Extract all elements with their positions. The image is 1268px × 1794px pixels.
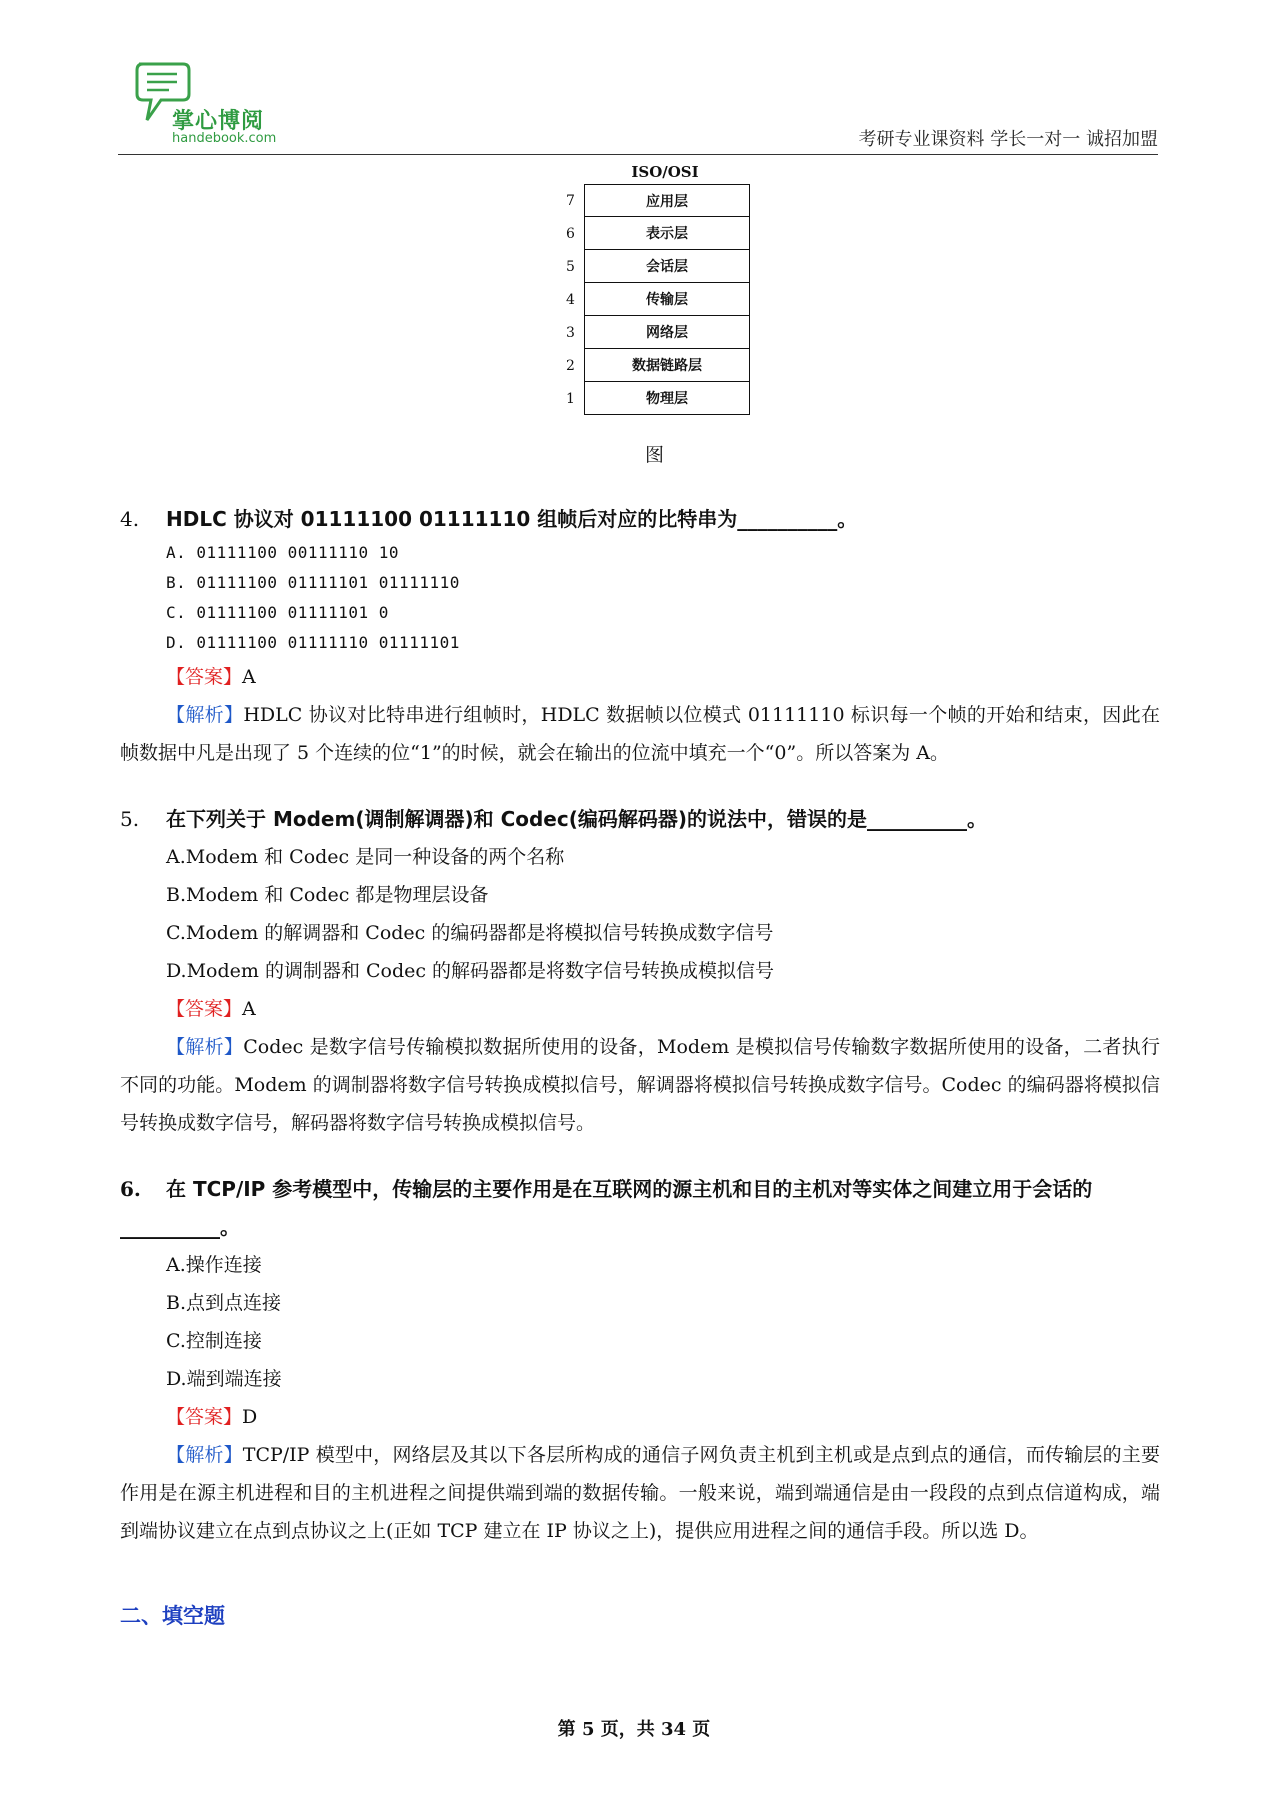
question-number: 5. (120, 807, 140, 831)
osi-layer-row (560, 349, 750, 382)
analysis-text: Codec 是数字信号传输模拟数据所使用的设备，Modem 是模拟信号传输数字数据所使用的设备，二者执行不同的功能。Modem 的调制器将数字信号转换成模拟信号，解调器将模拟信号转换成数字信号。Codec 的编码器将模拟信号转换成数字信号，解码器将数字信号转换成模拟信号。 (120, 1036, 1160, 1134)
answer-tag: 【答案】 (166, 998, 243, 1020)
question-stem (120, 800, 1160, 838)
osi-layer-number: 6 (566, 225, 575, 242)
question-text: HDLC 协议对 01111100 01111110 组帧后对应的比特串为__________。 (166, 507, 858, 531)
option-c: C. 01111100 01111101 0 (166, 603, 389, 622)
osi-layer-row (560, 316, 750, 349)
osi-layer-stack (560, 184, 750, 415)
analysis-tag: 【解析】 (166, 1036, 244, 1058)
analysis-text: HDLC 协议对比特串进行组帧时，HDLC 数据帧以位模式 01111110 标识每一个帧的开始和结束，因此在帧数据中凡是出现了 5 个连续的位“1”的时候，就会在输出的位流中填充一个“0”。所以答案为 A。 (120, 704, 1160, 764)
option-d: D. 01111100 01111110 01111101 (166, 633, 460, 652)
question-4 (120, 500, 1160, 772)
osi-layer-number: 7 (566, 192, 575, 209)
option-c: C.Modem 的解调器和 Codec 的编码器都是将模拟信号转换成数字信号 (166, 922, 774, 944)
analysis-tag: 【解析】 (166, 1444, 243, 1466)
answer-value: A (242, 666, 256, 688)
option-b: B.Modem 和 Codec 都是物理层设备 (166, 884, 489, 906)
option-b: B.点到点连接 (166, 1292, 282, 1314)
question-list (120, 500, 1160, 1578)
question-6 (120, 1170, 1160, 1550)
question-text: 在下列关于 Modem(调制解调器)和 Codec(编码解码器)的说法中，错误的是__________。 (166, 807, 988, 831)
question-number: 6. (120, 1177, 141, 1201)
osi-layer-number: 5 (566, 258, 575, 275)
option-c: C.控制连接 (166, 1330, 262, 1352)
osi-layer-number: 1 (566, 390, 575, 407)
osi-layer-name: 会话层 (584, 250, 750, 283)
analysis-text: TCP/IP 模型中，网络层及其以下各层所构成的通信子网负责主机到主机或是点到点的通信，而传输层的主要作用是在源主机进程和目的主机进程之间提供端到端的数据传输。一般来说，端到端通信是由一段段的点到点信道构成，端到端协议建立在点到点协议之上(正如 TCP 建立在 IP 协议之上)，提供应用进程之间的通信手段。所以选 D。 (120, 1444, 1160, 1542)
answer-line (120, 1398, 1160, 1436)
option-a: A.Modem 和 Codec 是同一种设备的两个名称 (166, 846, 565, 868)
answer-value: D (242, 1406, 258, 1428)
osi-layer-row (560, 283, 750, 316)
page-footer: 第 5 页，共 34 页 (557, 1719, 711, 1740)
osi-layer-name: 数据链路层 (584, 349, 750, 382)
osi-layer-row (560, 382, 750, 415)
answer-line (120, 658, 1160, 696)
osi-title: ISO/OSI (631, 163, 699, 181)
osi-layer-number: 3 (566, 324, 575, 341)
option-a: A. 01111100 00111110 10 (166, 543, 400, 562)
osi-layer-name: 表示层 (584, 217, 750, 250)
osi-figure (560, 160, 750, 415)
answer-line (120, 990, 1160, 1028)
analysis-tag: 【解析】 (166, 704, 244, 726)
analysis-paragraph (120, 1436, 1160, 1550)
osi-layer-name: 传输层 (584, 283, 750, 316)
answer-value: A (242, 998, 256, 1020)
osi-layer-number: 4 (566, 291, 575, 308)
osi-layer-row (560, 217, 750, 250)
analysis-paragraph (120, 696, 1160, 772)
osi-layer-name: 应用层 (584, 184, 750, 217)
question-stem (120, 500, 1160, 538)
answer-tag: 【答案】 (166, 666, 243, 688)
option-b: B. 01111100 01111101 01111110 (166, 573, 460, 592)
question-5 (120, 800, 1160, 1142)
osi-layer-number: 2 (566, 357, 575, 374)
osi-layer-name: 网络层 (584, 316, 750, 349)
option-d: D.Modem 的调制器和 Codec 的解码器都是将数字信号转换成模拟信号 (166, 960, 775, 982)
header-slogan: 考研专业课资料 学长一对一 诚招加盟 (858, 129, 1158, 150)
osi-layer-row (560, 250, 750, 283)
header-divider (118, 154, 1158, 155)
figure-caption: 图 (645, 444, 665, 466)
question-text: 在 TCP/IP 参考模型中，传输层的主要作用是在互联网的源主机和目的主机对等实体之间建立用于会话的__________。 (120, 1177, 1093, 1239)
answer-tag: 【答案】 (166, 1406, 243, 1428)
question-stem (120, 1170, 1160, 1246)
logo-name: 掌心博阅 (172, 109, 265, 134)
option-a: A.操作连接 (166, 1254, 262, 1276)
option-d: D.端到端连接 (166, 1368, 282, 1390)
logo-url: handebook.com (172, 131, 277, 146)
section-title: 二、填空题 (120, 1604, 225, 1628)
osi-layer-name: 物理层 (584, 382, 750, 415)
analysis-paragraph (120, 1028, 1160, 1142)
question-number: 4. (120, 507, 140, 531)
osi-layer-row (560, 184, 750, 217)
